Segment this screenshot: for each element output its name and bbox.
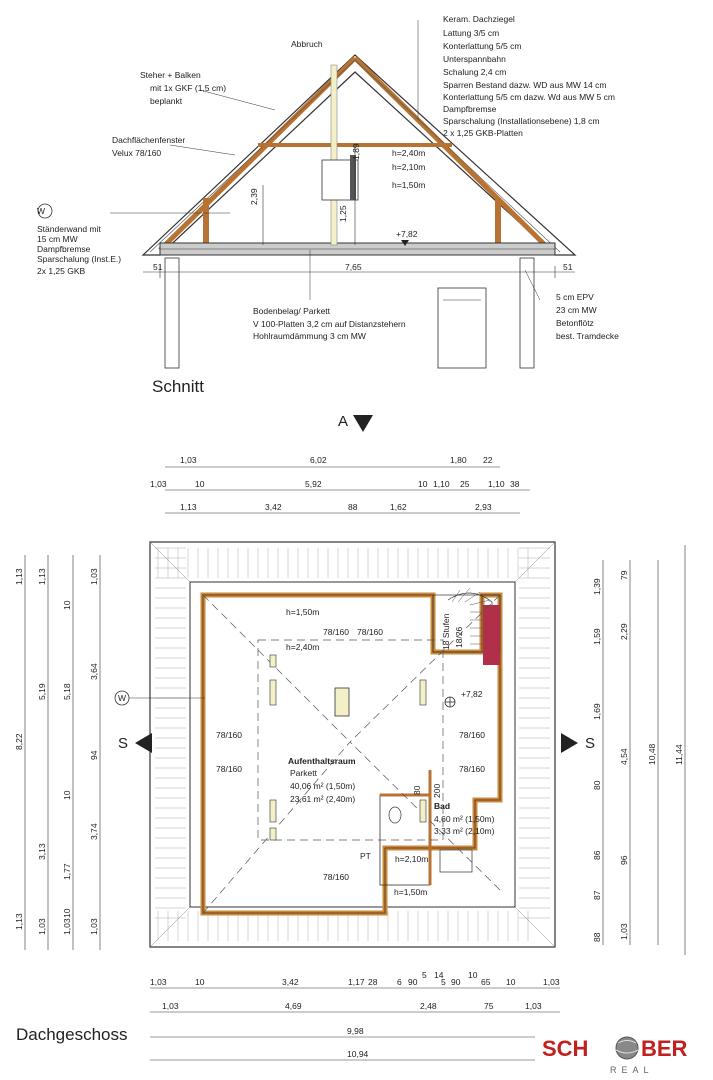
plan-cut-right: S [585, 735, 596, 752]
svg-text:1,03: 1,03 [619, 923, 629, 940]
section-left-notes: Steher + Balken mit 1x GKF (1,5 cm) beplankt [140, 70, 227, 106]
section-marker-w: W [36, 206, 46, 216]
window-label-2: 78/160 [357, 627, 383, 637]
svg-text:1,13: 1,13 [37, 568, 47, 585]
svg-text:10: 10 [62, 790, 72, 800]
window-label-4: 78/160 [216, 764, 242, 774]
section-dim-left-eave: 51 [153, 262, 163, 272]
door-size-200: 200 [432, 783, 442, 798]
section-roof-notes: Keram. Dachziegel Lattung 3/5 cm Konterlattung 5/5 cm Unterspannbahn Schalung 2,4 cm Sparren Bestand dazw. WD aus MW 14 cm Konterlattung 5/5 cm dazw. Wd aus MW 5 cm Dampfbremse Sparschalung (Installationsebene) 1,8 cm 2 x 1,25 GKB-Platten [443, 14, 615, 138]
svg-text:10: 10 [62, 908, 72, 918]
svg-text:3,74: 3,74 [89, 823, 99, 840]
section-demolition-label: Abbruch [291, 39, 323, 49]
svg-text:1,03: 1,03 [89, 568, 99, 585]
plan-marker-w: W [117, 693, 127, 703]
svg-text:1,77: 1,77 [62, 863, 72, 880]
section-dim-h2: 1,89 [351, 143, 361, 160]
top-dims-row2: 1,03 10 5,92 10 1,10 25 1,10 38 [150, 479, 520, 489]
svg-text:96: 96 [619, 855, 629, 865]
top-dims-row1: 1,03 6,02 1,80 22 [180, 455, 493, 465]
svg-text:1,69: 1,69 [592, 703, 602, 720]
section-dim-width: 7,65 [345, 262, 362, 272]
svg-text:REAL: REAL [610, 1065, 654, 1075]
plan-level: +7,82 [461, 689, 483, 699]
section-slab-notes: 5 cm EPV 23 cm MW Betonflötz best. Tramdecke [556, 292, 619, 341]
svg-text:1,03: 1,03 [62, 918, 72, 935]
bath-pt: PT [360, 851, 371, 861]
bath-area-2: 3,33 m² (2,10m) [434, 826, 495, 836]
plan-height-2: h=2,40m [286, 642, 320, 652]
svg-text:79: 79 [619, 570, 629, 580]
bath-area-1: 4,60 m² (1,50m) [434, 814, 495, 824]
svg-text:3,13: 3,13 [37, 843, 47, 860]
window-label-5: 78/160 [459, 730, 485, 740]
window-label-7: 78/160 [323, 872, 349, 882]
bath-height: h=2,10m [395, 854, 429, 864]
bottom-dims-row2: 1,03 4,69 2,48 75 1,03 [162, 1001, 542, 1011]
svg-text:94: 94 [89, 750, 99, 760]
section-cut-marker: A [338, 413, 349, 430]
svg-text:11,44: 11,44 [674, 744, 684, 765]
svg-text:1,03: 1,03 [37, 918, 47, 935]
section-window-notes: Dachflächenfenster Velux 78/160 [112, 135, 186, 158]
plan-cut-left: S [118, 735, 129, 752]
svg-text:5,18: 5,18 [62, 683, 72, 700]
svg-text:2,29: 2,29 [619, 623, 629, 640]
window-label-3: 78/160 [216, 730, 242, 740]
svg-text:10,48: 10,48 [647, 743, 657, 765]
section-dim-right-eave: 51 [563, 262, 573, 272]
room-area-2: 23,61 m² (2,40m) [290, 794, 356, 804]
stairs-size: 18/26 [454, 626, 464, 648]
plan-height-3: h=1,50m [394, 887, 428, 897]
section-dim-h3: 1,25 [338, 205, 348, 222]
svg-text:8,22: 8,22 [14, 733, 24, 750]
stairs-label: 18 Stufen [441, 613, 451, 650]
svg-text:1,13: 1,13 [14, 568, 24, 585]
svg-text:80: 80 [592, 780, 602, 790]
bottom-dims-row4: 10,94 [347, 1049, 369, 1059]
svg-text:1,03: 1,03 [89, 918, 99, 935]
room-area-1: 40,06 m² (1,50m) [290, 781, 356, 791]
svg-text:1,13: 1,13 [14, 913, 24, 930]
section-title: Schnitt [152, 377, 204, 396]
plan-drawing [115, 542, 578, 947]
section-dim-h1: 2,39 [249, 188, 259, 205]
bath-name: Bad [434, 801, 451, 811]
svg-text:86: 86 [592, 850, 602, 860]
schober-real-logo [535, 1022, 713, 1080]
door-size-80: 80 [412, 785, 422, 795]
svg-text:4,54: 4,54 [619, 748, 629, 765]
cut-arrow-down-icon [353, 415, 373, 432]
bottom-dims-row3: 9,98 [347, 1026, 364, 1036]
top-dims-row3: 1,13 3,42 88 1,62 2,93 [180, 502, 492, 512]
window-label-6: 78/160 [459, 764, 485, 774]
svg-text:3,64: 3,64 [89, 663, 99, 680]
window-label-1: 78/160 [323, 627, 349, 637]
plan-height-1: h=1,50m [286, 607, 320, 617]
svg-text:SCH: SCH [542, 1036, 589, 1061]
svg-text:87: 87 [592, 890, 602, 900]
section-height-labels: h=2,40m h=2,10m h=1,50m [392, 148, 426, 190]
section-level: +7,82 [396, 229, 418, 239]
svg-text:88: 88 [592, 932, 602, 942]
section-wall-notes: Ständerwand mit 15 cm MW Dampfbremse Sparschalung (Inst.E.) 2x 1,25 GKB [37, 224, 122, 276]
cut-arrow-left-icon [135, 733, 152, 753]
svg-text:1,59: 1,59 [592, 628, 602, 645]
left-dims [14, 568, 99, 935]
room-floor: Parkett [290, 768, 317, 778]
plan-title: Dachgeschoss [16, 1025, 128, 1044]
room-name: Aufenthaltsraum [288, 756, 356, 766]
svg-text:BER: BER [641, 1036, 688, 1061]
right-dimension-lines [603, 545, 685, 955]
bottom-dims-row1: 1,03 10 3,42 1,17 28 6 90 5 14 5 90 10 65 10 1,03 [150, 970, 560, 987]
svg-text:1,39: 1,39 [592, 578, 602, 595]
svg-text:5,19: 5,19 [37, 683, 47, 700]
svg-text:10: 10 [62, 600, 72, 610]
section-floor-notes: Bodenbelag/ Parkett V 100-Platten 3,2 cm auf Distanzstehern Hohlraumdämmung 3 cm MW [253, 306, 406, 341]
right-dims [592, 570, 684, 942]
cut-arrow-right-icon [561, 733, 578, 753]
